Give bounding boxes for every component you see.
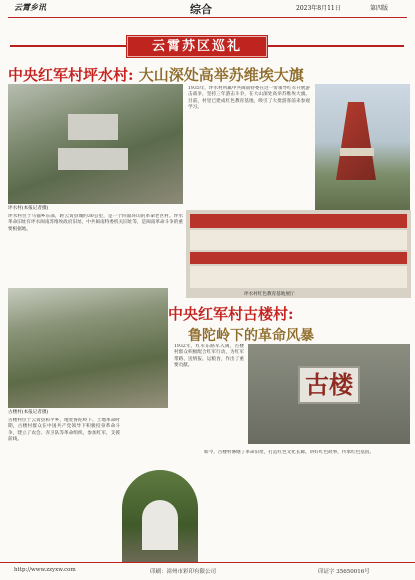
monument-plaque — [340, 148, 374, 156]
article1-headline — [8, 64, 304, 85]
article1-title: 中央红军村坪水村: — [8, 66, 134, 84]
masthead — [0, 0, 415, 17]
article1-photo — [8, 84, 183, 204]
exhibit-panel — [190, 230, 407, 250]
newspaper-name: 云霄乡讯 — [14, 2, 46, 12]
issue-date: 2023年8月11日 — [296, 5, 341, 12]
article2-subtitle: 鲁陀岭下的革命风暴 — [188, 328, 314, 344]
footer-website[interactable]: http://www.zzyxw.com — [14, 567, 76, 573]
exhibit-caption: 坪水村红色教育基地展厅 — [244, 292, 295, 297]
article1-subtitle: 大山深处高举苏维埃大旗 — [138, 66, 304, 84]
article1-body-col2: 1935年，坪水村所属中共闽南特委在这一带领导红军开展游击战争，坚持三年游击斗争，在大山深处高举苏维埃大旗。目前，村里已建成红色教育基地，吸引了大批游客前来参观学习。 — [188, 86, 310, 110]
section-title: 综合 — [190, 3, 212, 16]
section-banner: 云霄苏区巡礼 — [127, 36, 267, 57]
article1-body-col1: 坪水村位于马铺乡东部，距云霄县城约30公里，是一个四面环山的革命老区村。坪水革命旧址有坪水闽南苏维埃政府旧址、中共闽南特委机关旧址等，是闽南革命斗争的重要根据地。 — [8, 214, 183, 232]
article2-photo — [8, 288, 168, 408]
page-number: 第四版 — [370, 5, 389, 12]
exhibit-banner-bottom — [190, 252, 407, 264]
article1-photo-caption: 坪水村(本报记者摄) — [8, 206, 49, 211]
article2-title: 中央红军村古楼村: — [168, 305, 294, 323]
archway-photo — [122, 470, 198, 562]
exhibit-panel-lower — [190, 266, 407, 288]
masthead-rule — [8, 17, 407, 18]
footer-license: 印证字 35650016号 — [318, 569, 370, 575]
gulou-sign: 古楼 — [298, 366, 360, 404]
article2-body-col1: 古楼村位于云霄县和平乡，地处鲁陀岭下。土地革命时期，古楼村群众在中国共产党领导下积极投身革命斗争，建立了农会、赤卫队等革命组织，参加红军，支援前线。 — [8, 418, 120, 442]
footer-rule — [0, 562, 415, 563]
article2-body-col2: 1932年，红军东路军入闽，古楼村群众积极配合红军行动，为红军带路、送情报、运粮食，作出了重要贡献。 — [174, 344, 244, 368]
footer-printer: 印刷：漳州市彩印有限公司 — [150, 569, 217, 575]
exhibit-banner-top — [190, 214, 407, 228]
article2-photo-caption: 古楼村(本报记者摄) — [8, 410, 49, 415]
article2-body-col3: 如今，古楼村修缮了革命旧址，打造红色文化长廊，讲好红色故事，传承红色基因。 — [204, 450, 374, 455]
